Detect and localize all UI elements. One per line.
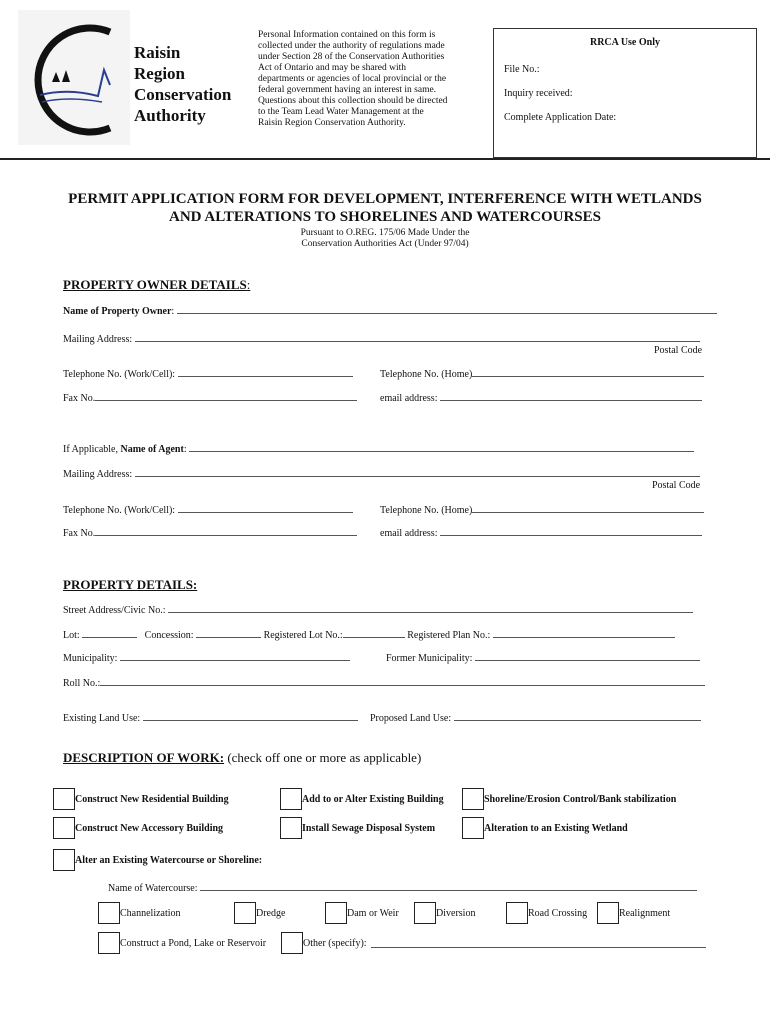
- agent-fax-field[interactable]: [95, 527, 357, 536]
- municipality-field[interactable]: [120, 652, 350, 661]
- agent-email-row: email address:: [380, 527, 702, 539]
- owner-mailing-row: Mailing Address:: [63, 333, 700, 345]
- checkbox[interactable]: [506, 902, 528, 924]
- concession-field[interactable]: [196, 629, 261, 638]
- checkbox[interactable]: [597, 902, 619, 924]
- opt-watercourse[interactable]: Alter an Existing Watercourse or Shoreline:: [53, 849, 262, 871]
- sub-channelization[interactable]: Channelization: [98, 902, 181, 924]
- watercourse-name-row: Name of Watercourse:: [108, 882, 697, 894]
- org-name: Raisin Region Conservation Authority: [134, 43, 232, 125]
- agent-tel-work-field[interactable]: [178, 504, 353, 513]
- agent-tel-home-field[interactable]: [472, 504, 704, 513]
- roll-row: Roll No.:: [63, 677, 705, 689]
- agent-name-row: If Applicable, Name of Agent:: [63, 443, 694, 455]
- form-subtitle: Pursuant to O.REG. 175/06 Made Under the Conservation Authorities Act (Under 97/04): [300, 228, 470, 249]
- owner-email-row: email address:: [380, 392, 702, 404]
- reg-lot-field[interactable]: [343, 629, 405, 638]
- rrca-logo: [18, 10, 130, 145]
- checkbox[interactable]: [325, 902, 347, 924]
- form-title: PERMIT APPLICATION FORM FOR DEVELOPMENT, INTERFERENCE WITH WETLANDS AND ALTERATIONS TO SHORELINES AND WATERCOURSES: [68, 191, 702, 225]
- owner-fax-row: Fax No.: [63, 392, 357, 404]
- checkbox[interactable]: [280, 788, 302, 810]
- inquiry-label: Inquiry received:: [504, 88, 573, 99]
- opt-wetland[interactable]: Alteration to an Existing Wetland: [462, 817, 628, 839]
- sub-pond[interactable]: Construct a Pond, Lake or Reservoir: [98, 932, 266, 954]
- checkbox[interactable]: [414, 902, 436, 924]
- checkbox[interactable]: [98, 902, 120, 924]
- agent-mailing-row: Mailing Address:: [63, 468, 700, 480]
- file-no-label: File No.:: [504, 64, 540, 75]
- opt-new-residential[interactable]: Construct New Residential Building: [53, 788, 229, 810]
- lot-field[interactable]: [82, 629, 137, 638]
- owner-postal-label: Postal Code: [654, 345, 703, 356]
- sub-dredge[interactable]: Dredge: [234, 902, 285, 924]
- privacy-notice: Personal Information contained on this form is collected under the authority of regulations made under Section 28 of the Conservation Authorities Act of Ontario and may be shared with departments or agencies of local provincial or the federal government having an interest in same. Questions about this collection should be directed to the Team Lead Water Management at the Raisin Region Conservation Authority.: [258, 30, 448, 128]
- work-heading-row: DESCRIPTION OF WORK: (check off one or more as applicable): [63, 750, 422, 765]
- owner-mailing-field[interactable]: [135, 333, 700, 342]
- other-specify-field[interactable]: [371, 939, 706, 948]
- owner-tel-work-field[interactable]: [178, 368, 353, 377]
- owner-name-row: Name of Property Owner:: [63, 305, 717, 317]
- opt-new-accessory[interactable]: Construct New Accessory Building: [53, 817, 223, 839]
- checkbox[interactable]: [462, 817, 484, 839]
- sub-dam[interactable]: Dam or Weir: [325, 902, 399, 924]
- sub-road-crossing[interactable]: Road Crossing: [506, 902, 587, 924]
- agent-tel-work-row: Telephone No. (Work/Cell):: [63, 504, 353, 516]
- existing-use-row: Existing Land Use:: [63, 712, 358, 724]
- checkbox[interactable]: [53, 817, 75, 839]
- opt-shoreline[interactable]: Shoreline/Erosion Control/Bank stabilization: [462, 788, 676, 810]
- owner-section-heading: PROPERTY OWNER DETAILS:: [63, 277, 251, 292]
- rrca-heading: RRCA Use Only: [589, 37, 660, 48]
- sub-other[interactable]: Other (specify):: [281, 932, 706, 954]
- checkbox[interactable]: [53, 788, 75, 810]
- checkbox[interactable]: [53, 849, 75, 871]
- agent-postal-label: Postal Code: [652, 480, 701, 491]
- sub-realignment[interactable]: Realignment: [597, 902, 670, 924]
- opt-add-alter[interactable]: Add to or Alter Existing Building: [280, 788, 444, 810]
- checkbox[interactable]: [462, 788, 484, 810]
- agent-name-field[interactable]: [189, 443, 694, 452]
- existing-use-field[interactable]: [143, 712, 358, 721]
- owner-name-field[interactable]: [177, 305, 717, 314]
- owner-email-field[interactable]: [440, 392, 702, 401]
- rrca-use-only-box: [493, 28, 757, 158]
- owner-fax-field[interactable]: [95, 392, 357, 401]
- opt-sewage[interactable]: Install Sewage Disposal System: [280, 817, 435, 839]
- header-divider: [0, 158, 770, 160]
- reg-plan-field[interactable]: [493, 629, 675, 638]
- complete-date-label: Complete Application Date:: [504, 112, 617, 123]
- agent-mailing-field[interactable]: [135, 468, 700, 477]
- agent-email-field[interactable]: [440, 527, 702, 536]
- agent-fax-row: Fax No.: [63, 527, 357, 539]
- property-section-heading: PROPERTY DETAILS:: [63, 577, 198, 592]
- lot-row: Lot: Concession: Registered Lot No.: Registered Plan No.:: [63, 629, 675, 641]
- owner-tel-home-field[interactable]: [472, 368, 704, 377]
- street-row: Street Address/Civic No.:: [63, 604, 693, 616]
- checkbox[interactable]: [280, 817, 302, 839]
- agent-tel-home-row: Telephone No. (Home): [380, 504, 704, 516]
- former-muni-row: Former Municipality:: [386, 652, 700, 664]
- checkbox[interactable]: [281, 932, 303, 954]
- proposed-use-field[interactable]: [454, 712, 701, 721]
- street-field[interactable]: [168, 604, 693, 613]
- watercourse-name-field[interactable]: [200, 882, 697, 891]
- proposed-use-row: Proposed Land Use:: [370, 712, 701, 724]
- checkbox[interactable]: [98, 932, 120, 954]
- roll-field[interactable]: [100, 677, 705, 686]
- checkbox[interactable]: [234, 902, 256, 924]
- owner-tel-work-row: Telephone No. (Work/Cell):: [63, 368, 353, 380]
- sub-diversion[interactable]: Diversion: [414, 902, 475, 924]
- former-muni-field[interactable]: [475, 652, 700, 661]
- municipality-row: Municipality:: [63, 652, 350, 664]
- owner-tel-home-row: Telephone No. (Home): [380, 368, 704, 380]
